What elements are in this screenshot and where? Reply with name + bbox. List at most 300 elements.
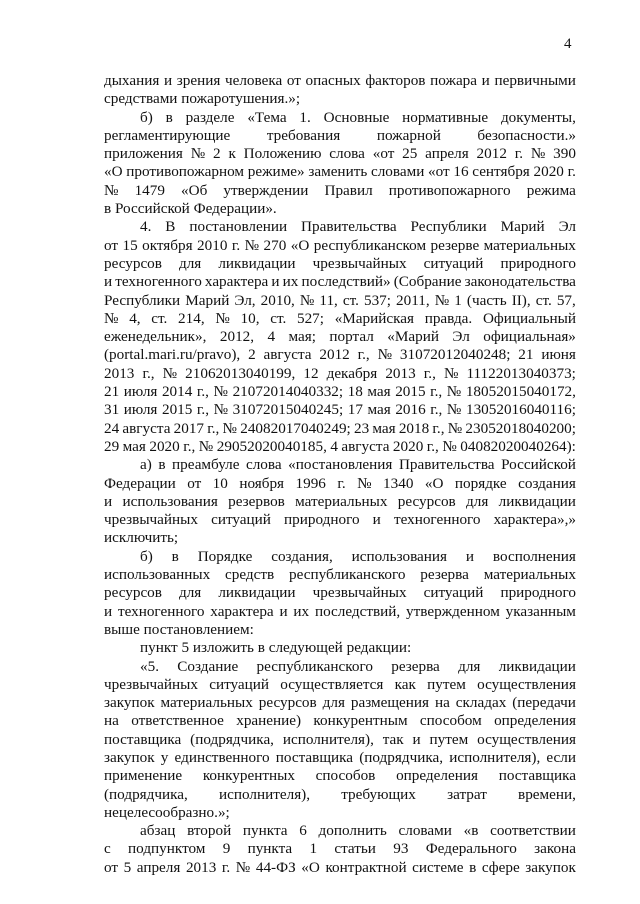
word: режима	[526, 181, 576, 199]
word: и	[372, 511, 381, 529]
text-line	[104, 584, 576, 602]
word: сфере	[481, 858, 520, 876]
word: 25	[402, 145, 418, 163]
word: Правил	[324, 181, 373, 199]
word: ликвидации	[498, 492, 576, 510]
word: «О	[424, 474, 444, 492]
word: 24	[104, 419, 120, 437]
word: создания,	[271, 547, 333, 565]
text-line	[104, 658, 576, 676]
word: ликвидации	[218, 254, 296, 272]
word: ресурсов	[258, 694, 317, 712]
word: апреля	[136, 858, 181, 876]
word: для	[178, 254, 202, 272]
text-line	[104, 401, 576, 419]
word: 13052016040116;	[465, 401, 576, 419]
word: «О	[290, 236, 310, 254]
word: режиме»	[247, 163, 305, 181]
text-line: пункт 5 изложить в следующей редакции:	[140, 639, 412, 657]
text-line	[104, 127, 576, 145]
word: абзац	[140, 822, 176, 840]
word: г.	[567, 163, 576, 181]
word: Официальный	[482, 309, 576, 327]
word: использования	[122, 492, 218, 510]
word: 270	[263, 236, 287, 254]
text-line	[104, 292, 576, 310]
text-line	[104, 475, 576, 493]
word: августа	[341, 437, 390, 455]
word: «от	[372, 145, 395, 163]
word: Республики	[410, 218, 487, 236]
word: (подрядчика,	[190, 730, 274, 748]
text-line	[104, 712, 576, 730]
word: и	[104, 492, 113, 510]
word: №	[446, 401, 462, 419]
word: «Марий	[387, 328, 439, 346]
word: создания	[518, 474, 576, 492]
word: 29	[104, 437, 120, 455]
word: 2017	[173, 419, 205, 437]
word: разделе	[185, 108, 235, 126]
word: 2013	[104, 364, 135, 382]
word: в	[469, 858, 477, 876]
word: 11122013040373;	[466, 364, 576, 382]
text-line	[104, 218, 576, 236]
word: 2013	[185, 858, 217, 876]
word: (Собрание	[393, 273, 462, 291]
word: 2011,	[396, 291, 430, 309]
word: 4,	[129, 309, 141, 327]
word: от	[104, 236, 119, 254]
word: дополнить	[318, 822, 387, 840]
word: чрезвычайных	[312, 254, 407, 272]
word: №	[213, 383, 229, 401]
word: утвержденном	[406, 602, 500, 620]
word: определения	[494, 712, 576, 730]
word: В	[165, 218, 176, 236]
word: 6	[299, 822, 307, 840]
word: г.	[514, 145, 524, 163]
word: использования	[351, 547, 448, 565]
word: последствий,	[314, 602, 401, 620]
word: (часть	[466, 291, 507, 309]
word: складах	[455, 694, 507, 712]
word: 2020	[533, 163, 564, 181]
word: г.,	[426, 437, 439, 455]
word: и	[412, 730, 421, 748]
word: пожарной	[376, 126, 441, 144]
word: №	[244, 236, 260, 254]
text-line: средствами пожаротушения.»;	[104, 90, 301, 108]
word: г.,	[183, 437, 196, 455]
text-line	[104, 493, 576, 511]
word: постановлении	[189, 218, 288, 236]
text-line	[104, 182, 576, 200]
word: 2016	[395, 401, 426, 419]
text-line: в Российской Федерации».	[104, 200, 277, 218]
word: резерва	[420, 566, 469, 584]
word: 2012	[319, 346, 350, 364]
word: утверждении	[223, 181, 309, 199]
text-line: нецелесообразно.»;	[104, 803, 230, 821]
word: 1479	[134, 181, 165, 199]
text-line	[104, 438, 576, 456]
word: материальных	[483, 566, 576, 584]
word: от	[104, 858, 119, 876]
word: 31	[104, 401, 120, 419]
text-line	[104, 310, 576, 328]
word: Марий	[185, 291, 230, 309]
word: г.	[337, 474, 346, 492]
text-line	[104, 145, 576, 163]
text-line	[104, 548, 576, 566]
text-line	[104, 383, 576, 401]
word: использованных	[104, 566, 211, 584]
word: Положению	[243, 145, 322, 163]
word: 23	[353, 419, 370, 437]
word: конкурентным	[313, 712, 408, 730]
word: 2010,	[260, 291, 295, 309]
word: указанным	[505, 602, 576, 620]
word: ноября	[239, 474, 285, 492]
word: Правительства	[301, 218, 397, 236]
word: резервов	[228, 492, 285, 510]
word: пожара	[430, 72, 478, 89]
word: ресурсов	[397, 492, 456, 510]
word: осуществления	[477, 730, 576, 748]
word: Эл	[558, 218, 576, 236]
word: первичными	[494, 72, 576, 89]
word: и	[279, 602, 288, 620]
word: поставщика	[104, 730, 182, 748]
text-line	[104, 859, 576, 877]
word: их	[293, 602, 310, 620]
word: и	[465, 547, 475, 565]
word: способов	[315, 767, 376, 785]
word: исполнителя),	[219, 785, 311, 803]
word: 1340	[383, 474, 414, 492]
word: контрактной	[325, 858, 407, 876]
text-line	[104, 603, 576, 621]
text-line: выше постановлением:	[104, 620, 254, 638]
word: чрезвычайных	[104, 675, 198, 693]
word: характера»,»	[493, 511, 576, 529]
word: «в	[463, 822, 479, 840]
word: «5.	[140, 657, 159, 675]
word: восполнения	[492, 547, 576, 565]
word: для	[466, 492, 489, 510]
word: ситуаций	[423, 254, 484, 272]
word: г.,	[207, 419, 220, 437]
word: единственного	[174, 748, 270, 766]
word: законодательства	[464, 273, 576, 291]
word: 15	[122, 236, 138, 254]
word: 12	[303, 364, 319, 382]
word: 1.	[299, 108, 311, 126]
word: 2012	[476, 145, 507, 163]
word: «О	[301, 858, 320, 876]
word: 21	[518, 346, 534, 364]
word: на	[434, 694, 450, 712]
text-line	[104, 255, 576, 273]
word: 2015	[161, 401, 193, 419]
word: б)	[140, 108, 153, 126]
text-line	[104, 456, 576, 474]
word: с	[104, 840, 111, 858]
word: зрения	[176, 72, 221, 89]
word: Основные	[323, 108, 390, 126]
word: 24082017040249;	[240, 419, 351, 437]
word: техногенного	[393, 511, 481, 529]
word: правда.	[424, 309, 473, 327]
word: №	[442, 437, 457, 455]
word: резерве	[430, 236, 480, 254]
word: 9	[222, 840, 231, 858]
word: портал	[329, 328, 374, 346]
page-number: 4	[564, 36, 572, 52]
word: размещения	[350, 694, 430, 712]
word: Создание	[177, 657, 239, 675]
word: «постановления	[288, 456, 393, 474]
word: для	[458, 657, 481, 675]
word: 2020	[149, 437, 180, 455]
word: 18	[347, 383, 363, 401]
text-line	[104, 840, 576, 858]
word: слова	[245, 456, 282, 474]
word: для	[178, 584, 202, 602]
word: системе	[412, 858, 464, 876]
word: августа	[263, 346, 312, 364]
word: 1	[454, 291, 462, 309]
word: человека	[224, 72, 283, 89]
word: №	[198, 437, 214, 455]
word: документы,	[500, 108, 576, 126]
word: природного	[500, 254, 576, 272]
word: ст.	[270, 309, 287, 327]
word: 57,	[556, 291, 576, 309]
word: 23052018040200;	[465, 419, 576, 437]
word: 10	[212, 474, 228, 492]
word: заменить	[308, 163, 368, 181]
word: 31072012040248;	[399, 346, 511, 364]
word: второй	[187, 822, 232, 840]
word: 537;	[363, 291, 391, 309]
word: нормативные	[402, 108, 489, 126]
word: 17	[347, 401, 363, 419]
word: поставщика	[498, 767, 576, 785]
word: Эл	[452, 328, 470, 346]
word: так	[382, 730, 404, 748]
word: путем	[427, 675, 466, 693]
text-line	[104, 694, 576, 712]
word: №	[104, 181, 119, 199]
word: ст.	[151, 309, 168, 327]
word: пункта	[247, 840, 293, 858]
word: подпунктом	[128, 840, 206, 858]
word: апреля	[425, 145, 469, 163]
word: в	[165, 108, 173, 126]
word: порядке	[454, 474, 507, 492]
word: ситуаций	[211, 511, 271, 529]
word: безопасности.»	[477, 126, 576, 144]
word: г.,	[142, 364, 155, 382]
text-line	[104, 109, 576, 127]
text-line	[104, 767, 576, 785]
word: применение	[104, 767, 183, 785]
word: опасных	[305, 72, 361, 89]
word: статьи	[334, 840, 376, 858]
word: ликвидации	[218, 584, 296, 602]
word: «О	[104, 163, 123, 181]
word: №	[215, 309, 230, 327]
word: материальных	[160, 694, 253, 712]
word: пункта	[242, 822, 288, 840]
word: №	[530, 145, 546, 163]
word: №	[104, 309, 119, 327]
text-line	[104, 163, 576, 181]
word: №	[377, 346, 393, 364]
word: 10,	[240, 309, 260, 327]
word: закупок	[104, 748, 155, 766]
word: а)	[140, 456, 152, 474]
text-line	[104, 786, 576, 804]
word: 4	[267, 328, 276, 346]
word: для	[322, 694, 345, 712]
word: 11,	[319, 291, 338, 309]
word: 2014	[161, 383, 193, 401]
word: ст.	[342, 291, 359, 309]
word: 214,	[178, 309, 205, 327]
word: 16	[453, 163, 469, 181]
word: Порядке	[197, 547, 253, 565]
word: г.,	[196, 383, 209, 401]
text-line	[104, 749, 576, 767]
word: 2018	[398, 419, 430, 437]
word: республиканского	[256, 657, 373, 675]
word: от	[286, 72, 301, 89]
word: г.,	[196, 401, 210, 419]
word: в	[158, 456, 166, 474]
text-line	[104, 420, 576, 438]
word: 2013	[385, 364, 416, 382]
word: (portal.mari.ru/pravo),	[104, 346, 241, 364]
word: №	[443, 364, 459, 382]
word: г.,	[432, 419, 445, 437]
word: 31072015040245;	[232, 401, 344, 419]
text-line	[104, 328, 576, 346]
word: осуществления	[477, 675, 576, 693]
word: средств	[225, 566, 275, 584]
text-line	[104, 731, 576, 749]
word: природного	[500, 584, 576, 602]
word: Республики	[104, 291, 181, 309]
word: 2010	[197, 236, 228, 254]
word: времени,	[518, 785, 576, 803]
word: словами	[370, 163, 425, 181]
word: 29052020040185,	[216, 437, 327, 455]
word: ресурсов	[104, 254, 162, 272]
word: и	[481, 72, 490, 89]
word: слова	[329, 145, 365, 163]
word: №	[162, 364, 178, 382]
word: и	[104, 273, 113, 291]
word: на	[104, 712, 119, 730]
word: 2020	[392, 437, 424, 455]
word: природного	[284, 511, 360, 529]
word: дыхания	[104, 72, 160, 89]
word: «от	[428, 163, 450, 181]
text-line	[104, 822, 576, 840]
word: 527;	[296, 309, 324, 327]
word: техногенного	[115, 273, 202, 291]
word: мая	[367, 401, 391, 419]
word: закона	[534, 840, 576, 858]
word: ресурсов	[104, 584, 162, 602]
word: №	[213, 401, 229, 419]
word: (подрядчика,	[104, 785, 188, 803]
word: Правительства	[398, 456, 495, 474]
word: определения	[396, 767, 478, 785]
word: к	[228, 145, 236, 163]
word: ст.	[535, 291, 552, 309]
word: соответствии	[490, 822, 576, 840]
word: г.	[221, 858, 231, 876]
word: путем	[429, 730, 469, 748]
word: октября	[142, 236, 193, 254]
word: ситуаций	[209, 675, 270, 693]
word: Федерации	[104, 474, 176, 492]
word: 04082020040264):	[460, 437, 576, 455]
word: противопожарного	[388, 181, 511, 199]
word: исполнителя),	[282, 730, 374, 748]
word: 93	[393, 840, 409, 858]
word: от	[187, 474, 202, 492]
word: г.	[231, 236, 241, 254]
word: Эл,	[234, 291, 256, 309]
word: «Марийская	[334, 309, 414, 327]
word: хранение)	[236, 712, 302, 730]
word: 4.	[140, 218, 152, 236]
word: если	[546, 748, 576, 766]
word: материальных	[483, 236, 576, 254]
word: №	[446, 383, 462, 401]
word: г.,	[357, 346, 370, 364]
text-line	[104, 676, 576, 694]
word: противопожарном	[126, 163, 245, 181]
word: 2	[248, 346, 256, 364]
word: республиканского	[289, 566, 406, 584]
text-line	[104, 273, 576, 291]
word: №	[222, 419, 238, 437]
word: мая	[367, 383, 391, 401]
word: затрат	[447, 785, 487, 803]
word: июля	[123, 383, 158, 401]
word: ответственное	[131, 712, 224, 730]
word: 2015	[395, 383, 426, 401]
word: и	[104, 602, 113, 620]
word: «Тема	[247, 108, 287, 126]
word: осуществляется	[280, 675, 384, 693]
word: республиканском	[313, 236, 427, 254]
document-body	[104, 72, 576, 877]
word: их	[282, 273, 299, 291]
word: (подрядчика,	[359, 748, 444, 766]
word: характера	[204, 273, 269, 291]
word: исполнителя),	[449, 748, 541, 766]
word: 2012,	[219, 328, 255, 346]
word: 1996	[295, 474, 326, 492]
word: материальных	[295, 492, 388, 510]
